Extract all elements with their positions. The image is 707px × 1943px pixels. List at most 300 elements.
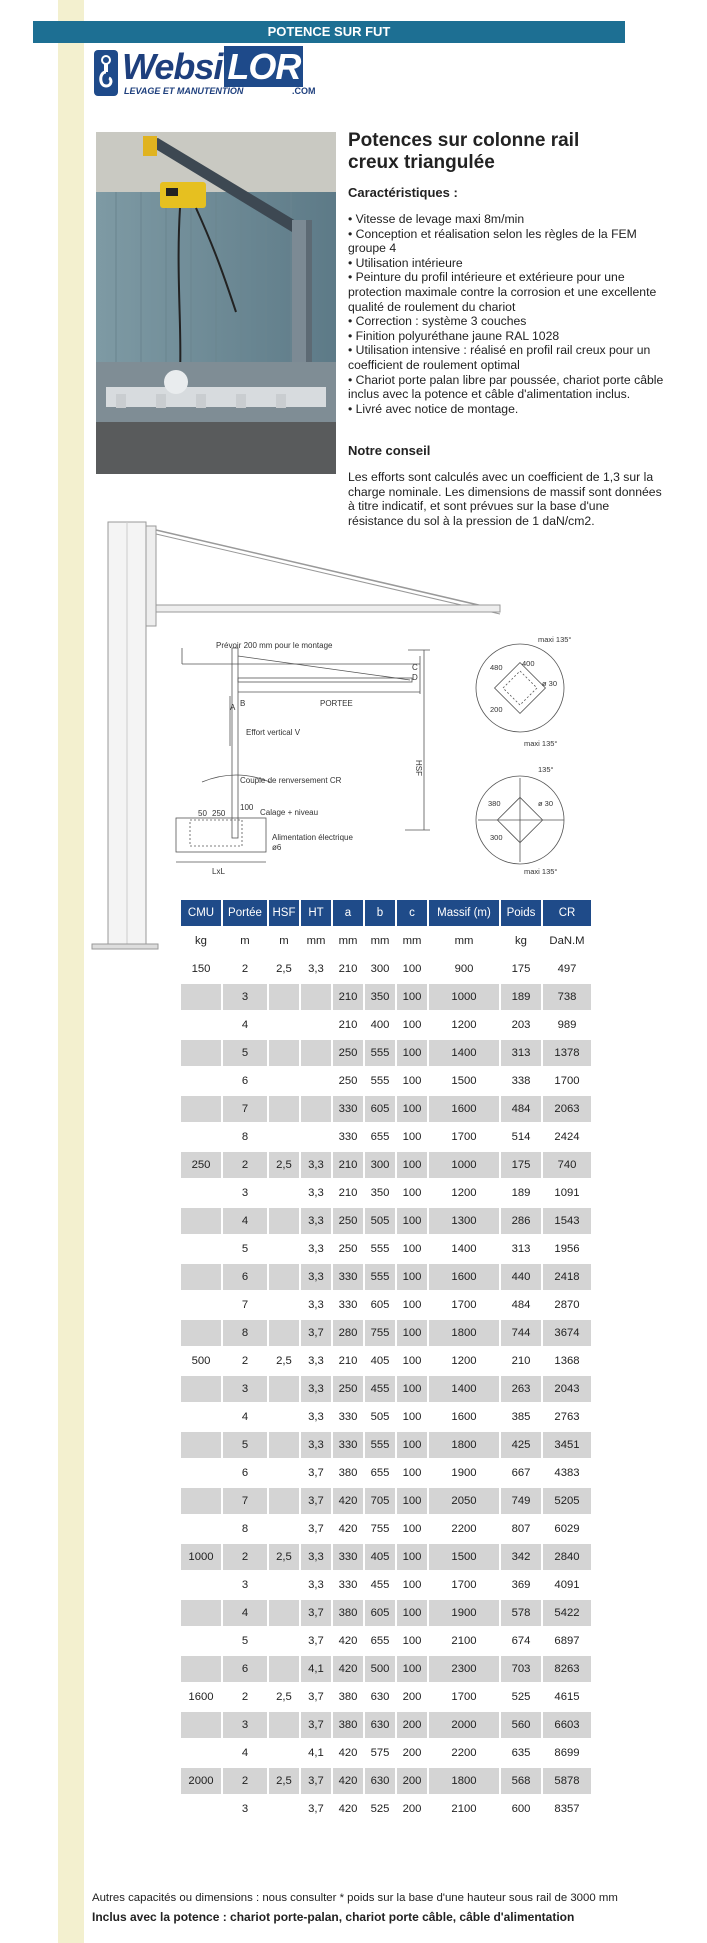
table-cell: 4091 [543,1572,591,1598]
table-cell [269,1208,299,1234]
table-cell: 667 [501,1460,541,1486]
table-cell: 385 [501,1404,541,1430]
table-cell [269,1236,299,1262]
table-cell: 6029 [543,1516,591,1542]
table-row [181,1376,591,1402]
table-cell: 630 [365,1768,395,1794]
table-cell: 497 [543,956,591,982]
table-cell: 100 [397,1432,427,1458]
table-cell [269,1180,299,1206]
table-cell [301,984,331,1010]
table-cell: 4 [223,1208,267,1234]
table-cell: 4 [223,1404,267,1430]
table-cell [269,1012,299,1038]
table-cell [269,1124,299,1150]
table-cell: 100 [397,1068,427,1094]
table-cell: 2418 [543,1264,591,1290]
table-cell: 313 [501,1236,541,1262]
table-cell: 2870 [543,1292,591,1318]
advice-heading: Notre conseil [348,443,431,458]
table-cell: 420 [333,1768,363,1794]
table-cell: 4,1 [301,1656,331,1682]
table-cell: 8357 [543,1796,591,1822]
table-cell: 674 [501,1628,541,1654]
table-cell: 330 [333,1292,363,1318]
table-cell: 3,7 [301,1712,331,1738]
table-cell: 313 [501,1040,541,1066]
table-cell: 2 [223,1348,267,1374]
table-cell: 2424 [543,1124,591,1150]
table-cell: 420 [333,1516,363,1542]
table-cell: 100 [397,1600,427,1626]
table-cell: 369 [501,1572,541,1598]
table-cell: 1700 [429,1684,499,1710]
table-cell [269,1460,299,1486]
table-cell: 6 [223,1656,267,1682]
table-cell [301,1040,331,1066]
table-cell [181,1068,221,1094]
table-cell: 525 [365,1796,395,1822]
table-cell [301,1012,331,1038]
table-cell: 100 [397,1348,427,1374]
table-cell: 655 [365,1628,395,1654]
maxi135-label-bot: maxi 135° [524,867,558,876]
table-cell: 100 [397,1656,427,1682]
table-cell: 505 [365,1404,395,1430]
table-cell: 2100 [429,1796,499,1822]
features-heading: Caractéristiques : [348,185,458,200]
table-cell: 6 [223,1460,267,1486]
table-cell: 3 [223,984,267,1010]
table-row [181,1656,591,1682]
table-cell: 1700 [429,1292,499,1318]
table-row [181,1068,591,1094]
table-cell [269,1320,299,1346]
table-cell: 3 [223,1712,267,1738]
table-cell [269,1432,299,1458]
table-cell: 330 [333,1264,363,1290]
product-photo [96,132,336,474]
deg135-label: 135° [538,765,554,774]
table-cell: 1900 [429,1460,499,1486]
effort-label: Effort vertical V [246,728,301,737]
table-row [181,1460,591,1486]
table-cell: 3,3 [301,1180,331,1206]
table-cell: 338 [501,1068,541,1094]
table-cell: 2,5 [269,1684,299,1710]
table-cell: 1700 [429,1572,499,1598]
table-cell: 2300 [429,1656,499,1682]
table-cell: 3,7 [301,1516,331,1542]
table-cell [269,1264,299,1290]
table-cell: 578 [501,1600,541,1626]
table-cell: 605 [365,1600,395,1626]
table-cell: 3,7 [301,1684,331,1710]
table-cell: 749 [501,1488,541,1514]
table-row [181,1628,591,1654]
table-cell: 755 [365,1320,395,1346]
table-cell: 280 [333,1320,363,1346]
table-cell: 4383 [543,1460,591,1486]
table-cell: 2,5 [269,1544,299,1570]
table-cell: 1400 [429,1376,499,1402]
table-cell: 600 [501,1796,541,1822]
table-cell: 555 [365,1264,395,1290]
table-cell [181,1264,221,1290]
table-cell: 1800 [429,1768,499,1794]
table-cell: 175 [501,1152,541,1178]
logo-tagline: LEVAGE ET MANUTENTION [124,86,244,96]
table-cell [269,984,299,1010]
table-cell [181,1600,221,1626]
table-cell: 7 [223,1096,267,1122]
hook-icon [94,50,118,96]
table-cell [269,1404,299,1430]
table-cell: 3,3 [301,1152,331,1178]
table-row [181,1404,591,1430]
capacity-table [179,898,593,1824]
table-cell: 100 [397,1124,427,1150]
table-cell: 250 [333,1040,363,1066]
table-cell: 2063 [543,1096,591,1122]
table-cell: 3674 [543,1320,591,1346]
table-cell [181,1656,221,1682]
table-cell: 3,7 [301,1488,331,1514]
table-cell [181,1404,221,1430]
table-cell [181,1628,221,1654]
table-cell: 100 [397,1376,427,1402]
table-cell: 3,3 [301,1236,331,1262]
table-cell [181,984,221,1010]
table-cell: 210 [333,1012,363,1038]
table-cell: 203 [501,1012,541,1038]
table-cell: 210 [333,956,363,982]
table-cell: 2000 [181,1768,221,1794]
table-cell: 2043 [543,1376,591,1402]
hsf-label: HSF [414,760,423,776]
table-cell: 250 [333,1208,363,1234]
table-cell: 3 [223,1180,267,1206]
table-cell: 3,3 [301,1376,331,1402]
table-cell: 3,3 [301,1264,331,1290]
table-cell: 286 [501,1208,541,1234]
table-row [181,1012,591,1038]
table-cell [181,1096,221,1122]
table-cell: 568 [501,1768,541,1794]
table-cell: 330 [333,1404,363,1430]
col-poids: Poids [501,900,541,926]
col-b: b [365,900,395,926]
table-cell: 1700 [543,1068,591,1094]
d300-label: 300 [490,833,503,842]
dim-a-label: A [230,703,236,712]
calage-label: Calage + niveau [260,808,319,817]
table-cell: 3,7 [301,1320,331,1346]
table-cell: 1000 [429,984,499,1010]
table-cell: 484 [501,1292,541,1318]
table-cell: 807 [501,1516,541,1542]
table-cell: 5205 [543,1488,591,1514]
table-cell: 250 [333,1068,363,1094]
table-cell: 380 [333,1712,363,1738]
table-cell: 744 [501,1320,541,1346]
col-cmu: CMU [181,900,221,926]
table-cell: 2 [223,1768,267,1794]
page-title-bar [33,21,625,43]
table-cell: 5 [223,1432,267,1458]
table-cell [181,1432,221,1458]
table-cell: 5422 [543,1600,591,1626]
logo-suffix: .COM [292,86,316,96]
d30-label-bot: ø 30 [538,799,554,808]
table-cell: 2100 [429,1628,499,1654]
feature-item: • Chariot porte palan libre par poussée, chariot porte câble inclus avec la potence et câble d'alimentation inclus. [348,372,664,402]
table-cell: 100 [397,1544,427,1570]
table-cell: 3,7 [301,1796,331,1822]
table-cell: 630 [365,1712,395,1738]
table-cell: 100 [397,1292,427,1318]
table-cell [181,1292,221,1318]
table-cell: 635 [501,1740,541,1766]
table-cell: 703 [501,1656,541,1682]
table-cell: 3,3 [301,956,331,982]
table-row [181,1684,591,1710]
table-cell: 100 [397,1572,427,1598]
table-cell: 330 [333,1096,363,1122]
table-cell: 1900 [429,1600,499,1626]
table-cell: 505 [365,1208,395,1234]
table-cell [181,1796,221,1822]
table-cell [269,1488,299,1514]
table-cell: 250 [333,1236,363,1262]
table-cell: 250 [181,1152,221,1178]
table-cell: 1200 [429,1012,499,1038]
table-cell: 5878 [543,1768,591,1794]
table-cell: 6897 [543,1628,591,1654]
table-cell: 1000 [181,1544,221,1570]
table-cell: 6603 [543,1712,591,1738]
d6-label: ø6 [272,843,282,852]
table-cell [301,1124,331,1150]
table-cell: 1700 [429,1124,499,1150]
feature-item: • Correction : système 3 couches [348,314,527,329]
table-cell [301,1096,331,1122]
table-cell: 6 [223,1068,267,1094]
col-massif: Massif (m) [429,900,499,926]
table-cell: 100 [397,956,427,982]
table-cell: 3 [223,1796,267,1822]
table-cell: 100 [397,1404,427,1430]
table-cell: 100 [397,1320,427,1346]
table-cell: 300 [365,1152,395,1178]
table-cell: 263 [501,1376,541,1402]
table-cell: 1000 [429,1152,499,1178]
col-portee: Portée [223,900,267,926]
table-cell [181,1376,221,1402]
table-cell: 420 [333,1628,363,1654]
table-cell [181,1320,221,1346]
table-cell: 1500 [429,1068,499,1094]
table-cell: 3,3 [301,1208,331,1234]
table-row [181,1208,591,1234]
col-cr: CR [543,900,591,926]
table-cell: 1200 [429,1180,499,1206]
table-cell: 100 [397,1264,427,1290]
table-cell: 380 [333,1600,363,1626]
table-cell: 4 [223,1012,267,1038]
table-row [181,1572,591,1598]
table-cell: 250 [333,1376,363,1402]
table-row [181,1180,591,1206]
table-cell: 605 [365,1096,395,1122]
table-cell: 405 [365,1348,395,1374]
table-cell: 350 [365,1180,395,1206]
feature-item: • Utilisation intensive : réalisé en profil rail creux pour un coefficient de roulement optimal [348,343,651,372]
table-cell: 5 [223,1040,267,1066]
feature-item: • Conception et réalisation selon les règles de la FEM groupe 4 [348,226,637,256]
table-units-row: kg m m mm mm mm mm mm kg DaN.M [181,928,591,954]
table-cell: 2200 [429,1516,499,1542]
anchor-plan-views [476,644,564,864]
table-cell: 330 [333,1124,363,1150]
table-cell [269,1068,299,1094]
table-header-row [181,900,591,926]
table-cell: 605 [365,1292,395,1318]
table-cell: 3,3 [301,1544,331,1570]
page-title: POTENCE SUR FUT [267,24,391,39]
table-cell: 3,7 [301,1628,331,1654]
table-cell: 350 [365,984,395,1010]
table-cell [269,1572,299,1598]
table-cell: 655 [365,1124,395,1150]
table-cell [269,1656,299,1682]
table-cell: 455 [365,1376,395,1402]
technical-drawing [90,520,610,952]
d480-label: 480 [490,663,503,672]
table-cell: 1543 [543,1208,591,1234]
d50-label: 50 [198,809,207,818]
table-cell: 100 [397,1012,427,1038]
feature-item: • Vitesse de levage maxi 8m/min [348,212,525,226]
table-cell [269,1712,299,1738]
table-cell: 555 [365,1040,395,1066]
table-cell: 210 [501,1348,541,1374]
table-cell [269,1796,299,1822]
table-cell [269,1040,299,1066]
lxl-label: LxL [212,867,225,876]
table-cell: 2840 [543,1544,591,1570]
table-cell: 989 [543,1012,591,1038]
table-cell: 1091 [543,1180,591,1206]
table-cell: 210 [333,1348,363,1374]
table-cell: 100 [397,1488,427,1514]
portee-label: PORTEE [320,699,353,708]
table-cell [181,1712,221,1738]
table-cell: 200 [397,1684,427,1710]
table-cell: 500 [181,1348,221,1374]
table-cell: 5 [223,1628,267,1654]
table-cell: 555 [365,1068,395,1094]
table-cell: 1800 [429,1432,499,1458]
table-cell: 1400 [429,1236,499,1262]
table-cell: 500 [365,1656,395,1682]
table-cell: 380 [333,1460,363,1486]
table-cell: 400 [365,1012,395,1038]
d250-label: 250 [212,809,226,818]
table-row [181,1796,591,1822]
table-cell: 8 [223,1320,267,1346]
table-cell: 425 [501,1432,541,1458]
table-cell: 2 [223,1544,267,1570]
table-cell: 575 [365,1740,395,1766]
table-cell [181,1040,221,1066]
couple-label: Couple de renversement CR [240,776,342,785]
table-cell: 100 [397,1460,427,1486]
logo-wordmark: Websi LOR [122,46,303,88]
table-cell: 100 [397,1152,427,1178]
table-row [181,1264,591,1290]
maxi135-label-mid: maxi 135° [524,739,558,748]
table-cell: 1200 [429,1348,499,1374]
table-cell: 405 [365,1544,395,1570]
table-row [181,1432,591,1458]
table-cell: 420 [333,1656,363,1682]
table-row [181,1488,591,1514]
table-cell [269,1628,299,1654]
table-cell: 100 [397,984,427,1010]
dim-b-label: B [240,699,246,708]
table-cell [269,1600,299,1626]
table-cell [181,1208,221,1234]
table-cell: 1300 [429,1208,499,1234]
table-cell: 210 [333,1152,363,1178]
table-row [181,1348,591,1374]
advice-text: Les efforts sont calculés avec un coefficient de 1,3 sur la charge nominale. Les dimensions de massif sont données à titre indicatif, et sont prévues sur la base d'une résistance du sol à la pression de 1 daN/cm2. [348,470,662,528]
table-cell [181,1488,221,1514]
table-cell: 100 [397,1516,427,1542]
websilor-logo [94,46,324,100]
table-cell: 2 [223,956,267,982]
table-cell: 330 [333,1572,363,1598]
d100-label: 100 [240,803,254,812]
table-cell: 420 [333,1796,363,1822]
table-cell: 740 [543,1152,591,1178]
table-cell: 3,3 [301,1404,331,1430]
table-cell: 2,5 [269,1348,299,1374]
table-cell: 3 [223,1572,267,1598]
table-row [181,1516,591,1542]
table-cell: 175 [501,956,541,982]
table-cell: 2200 [429,1740,499,1766]
table-cell: 455 [365,1572,395,1598]
d380-label: 380 [488,799,501,808]
table-cell: 2 [223,1152,267,1178]
table-cell: 7 [223,1292,267,1318]
table-cell: 2050 [429,1488,499,1514]
table-cell: 900 [429,956,499,982]
table-cell: 189 [501,1180,541,1206]
table-row [181,1096,591,1122]
table-cell: 200 [397,1796,427,1822]
table-cell: 189 [501,984,541,1010]
table-cell: 210 [333,1180,363,1206]
table-cell: 630 [365,1684,395,1710]
table-cell [269,1096,299,1122]
table-cell: 3,3 [301,1292,331,1318]
col-c: c [397,900,427,926]
dimension-drawing [176,648,430,862]
d30-label-top: ø 30 [542,679,558,688]
